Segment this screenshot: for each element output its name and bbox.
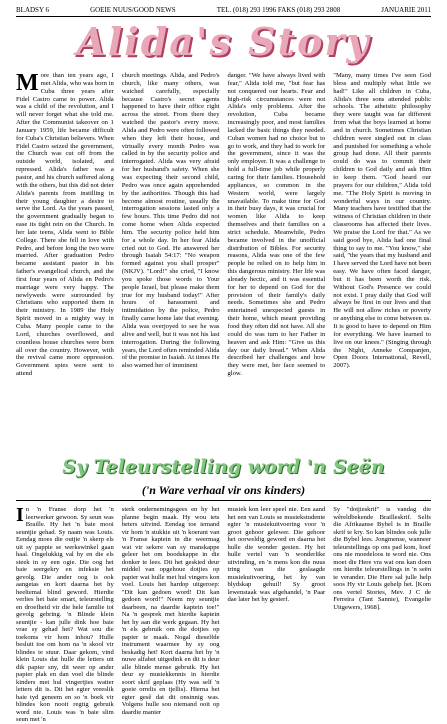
article1-body [16,72,431,452]
article2-subtitle: ('n Ware verhaal vir ons kinders) [141,483,306,497]
issue-date: JANUARIE 2011 [381,6,431,14]
article2-column-1 [16,504,114,723]
contact-info: TEL. (018) 293 1996 FAKS (018) 293 2808 [216,6,341,14]
page-header [16,5,431,15]
article1-col4-text: "Many, many times I've seen God bless and multiply what little we had!" Like all children in Cuba, Alida's three sons attended public schools. The atheistic philosophy they were taught was far different from what the boys learned at home and in church. Sometimes Christian children were singled out in class and punished for something a whole group had done. All their parents could do was to commit their children to God daily and ask Him to keep them. "God heard our prayers for our children," Alida told me. "The Holy Spirit is moving in wonderful ways in our country. Many teachers have testified that the witness of Christian children in their classrooms has affected their lives. We praise the Lord for that." As we said good bye, Alida had one final thing to say to me. "You know," she said, "the years that my husband and I have served the Lord have not been easy. We have often faced danger, but it has been worth the risk. Without God's Presence we could not exist. I pray daily that God will always be first in our lives and that He will not allow riches or poverty or anything else to come between us. It is good to have to depend on Him for everything. We have learned to live on our knees." (Singing through the Night, Anneke Companjen, Open Doors International, Revell, 2007). [333,72,431,370]
article2-body [16,504,431,723]
page-number: BLADSY 6 [16,6,49,14]
article2-column-4 [333,506,431,634]
article2-col3-text: musiek kon leer speel nie. Een aand het een van Louis se musiekstudente egter 'n musiekuitvoering voor 'n groot gehoor gelewer. Die gehoor het oorweldig geword en daarna het hulle die wonder gesien. Hy het hulle vertel van 'n wonderlike uitvinding, en 'n mens kon die nuus tring van die geslaagde musiekuitvoering, het hy van blydskap gehuil! Sy groot lewenstaak was afgehandel, 'n Paar dae later het hy gesterf. [227,506,326,603]
article2-column-3 [228,506,326,634]
article2-col1-text: n 'n Franse dorp het 'n leerwerker gewoon. Sy seun was Braille. Hy het 'n baie mooi seuntjie gehad. Sy naam was Louis. Eendag moes die outjie 'n skerp els uit sy pappie se werkswinkel gaan haal. Ongelukkig val hy en die els steek in sy een ogie. Die oog het baie seergekry en infeksie het gevolg. Die ander oog is ook aangetas en kort daarna het hy heeltemal blind geword. Hierdie verlies het baie smart, teleurstelling en droefheid vir die hele familie tot gevolg gebring. 'n Blinde klein seuntjie - kan julle dink hoe baie vrae sy gehad het? Wat sou die toekoms vir hom inhou? Hulle besluit toe om hom na 'n skool vir blindes te stuur. Daar gekom, vind klein Louis dat hulle die letters uit dik papier sny, dit weer op ander papier plak en dan voel die blinde kinders met hul vingertjies watter letters dit is. Dit het egter vreeslik baie tyd geneem en so 'n boek vir blindes kon nooit regtig gebruik word nie. Louis was 'n baie slim seun met 'n [16,506,114,723]
article1-col3-text: danger. "We have always lived with fear," Alida told me, "but fear has not conquered our hearts. Fear and high-risk circumstances were not Alida's only problems. After the revolution, Cuba became increasingly poor, and most families lacked the basic things they needed. Cuban women had no choice but to go to work, and they had to work for the government, since it was the only employer. It was a challenge to hold a full-time job while properly caring for their families. Household appliances, so common in the Western world, were largely unavailable. To make time for God in their busy days, it was crucial for women like Alida to keep themselves and their families on a strict schedule. Meanwhile, Pedro became involved in the unofficial distribution of Bibles. For security reasons, Alida was one of the few people he relied on to help him in this dangerous ministry. Her life was already hectic, and it was essential for her to depend on God for the provision of their family's daily needs. Sometimes she and Pedro entertained unexpected guests in their home, which meant providing food they often did not have. All she could do was turn to her Father in heaven and ask Him: "Give us this day our daily bread." When Alida described her challenges and how they were met, her face seemed to glow. [227,72,326,378]
article2-rule [16,500,431,501]
article1-column-4 [333,72,431,452]
article1-col2-text: church meetings. Alida, and Pedro's church, like many others, was watched carefully, especially because Castro's secret agents happened to have their office right across the street. From there they watched the pastor's every move. Alida and Pedro were often followed when they left their house, and virtually every month Pedro was called in by the security police and interrogated. Alida was very afraid for her husband's safety. When she was expecting their second child, Pedro was once again apprehended by the authorities. Though this had become almost routine, usually the interrogation sessions lasted only a few hours. This time Pedro did not come home when Alida expected him. The security police held him for a whole day. In her fear Alida cried out to God. He answered her through Isaiah 54:17: "No weapon formed against you shall prosper" (NKJV). "Lord!" she cried, "I know you spoke those words to Your people Israel, but please make them true for my husband today!" After hours of harassment and intimidation by the police, Pedro finally came home late that evening. Alida was overjoyed to see he was alive and well, but it was not his last interrogation. During the following years, the Lord often reminded Alida of the promise in Isaiah. At times He also warned her of imminent [121,72,220,370]
drop-cap: M [16,70,39,96]
drop-cap: I [16,504,24,526]
article1-column-2 [122,72,220,452]
newsletter-name: GOEIE NUUS/GOOD NEWS [90,6,176,14]
article2-col2-text: sterk ondernemingsgees en hy het planne begin maak. Hy wou iets beters uitvind. Eendag toe iemand vir hom 'n stukkie uit 'n koerant van 'n Franse kaptein in die weermag wat vir sekere van sy manskappe geleer het om boodskappe in die donker te lees. Dit het geskied deur middel van opgehoue dotjies op papier wat hulle met hul vingers kon voel. Louis het hardop uitgeroep: "Dit kan gedoen word! Dit kan gedoen word!" Neem my seuntjie daarbeen, na daardie kaptein toe!" Na 'n gesprek met hierdie kaptein het hy aan die werk gegaan. Hy het 'n els gebruik om die dotjies op papier te maak. Nogal dieselfde instrument waarmee hy sy oog beskadig het! Kort daarna het hy 'n nuwe alfabet uitgedink en dit is deur alle blinde mense gebruik. Hy het deur sy musiekkennis in hierdie soort skrif geplaas (Hy was self 'n goeie orrelis en tjellis). Hierna het egter gesê dat dit onsinnig was. Volgens hulle sou niemand ooit op daardie manier [121,506,220,716]
article1-column-3 [228,72,326,452]
article2-col4-text: Sy "dotjieskrif" is vandag die wêreldbekende Brailleskrif. Selfs die Afrikaanse Bybel is in Braille skrif te kry. So kan blindes ook julle die Bybel lees. Jongmense, wanneer teleurstellings op ons pad kom, hoef ons nie moedeloos te word nie. Ons moet die Here vra wat ons kan doen om hierdie teleurstellings in 'n seën te verander. Die Here sal julle help soos Hy vir Louis gehelp het. [Kom ons vertel Stories, Mev. J C de Ferreira (Tant Sannie), Evangelie Uitgewers, 1968]. [333,506,431,611]
article1-col1-text: ore than ten years ago, I met Alida, who was born in Cuba three years after Fidel Castro came to power. Alida was a child of the revolution, and I will never forget what she told me. After the Communist takeover on 1 January 1959, life became difficult for Cuba's Christian believers. When Fidel Castro seized the government, the Church was cut off from the outside world, isolated, and repressed. Alida's father was a pastor, and his church suffered along with the others, but this did not deter Alida's parents from instilling in their young daughter a desire to serve the Lord. As the years passed, the government gradually began to ease its tight rein on the Church. In her late teens, Alida went to Bible College. There she fell in love with Pedro, and before long the two were married. After graduation Pedro became assistant pastor in his father's evangelical church, and the first four years of Alida en Pedro's marriage were very happy. The newlyweds were surrounded by Christians who supported them in their ministry. In 1989 the Holy Spirit moved in a mighty way in Cuba. Many people came to the Lord, churches overflowed, and countless house churches were born all over the country. However, with the revival came more oppression. Government spies were sent to attend [16,72,114,378]
header-rule [16,16,431,17]
article1-title: Alida's Story [76,19,371,64]
article2-column-2 [121,506,220,716]
article2-title: Sy Teleurstelling word 'n Seën [62,456,385,478]
article1-column-1 [16,72,114,452]
